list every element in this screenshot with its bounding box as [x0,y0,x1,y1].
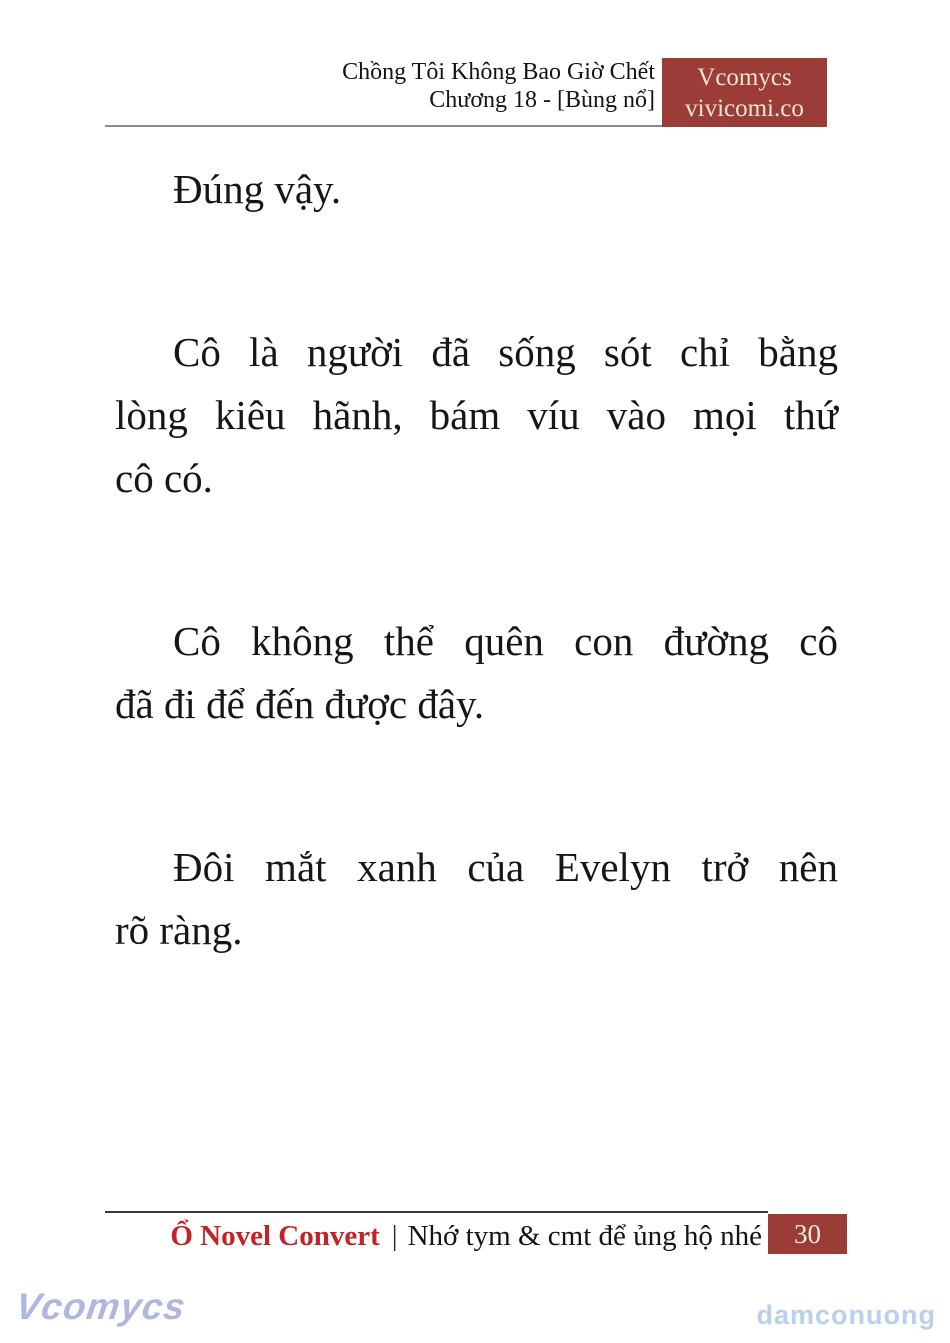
novel-title: Chồng Tôi Không Bao Giờ Chết [342,59,655,85]
paragraph-line: Cô là người đã sống sót chỉ bằng [173,329,838,375]
footer-note: Nhớ tym & cmt để ủng hộ nhé [407,1220,762,1252]
paragraph-3 [115,610,838,736]
paragraph-line: Cô không thể quên con đường cô [173,618,838,664]
footer-credit [170,1218,762,1254]
paragraph-line: cô có. [115,455,213,501]
page-body-text [115,158,838,962]
header-titles [342,58,655,114]
footer-separator: | [391,1220,398,1252]
page-number-badge [768,1214,847,1254]
paragraph-line: Đúng vậy. [173,166,342,212]
paragraph-line: rõ ràng. [115,907,243,953]
damconuong-watermark: damconuong [756,1300,936,1330]
paragraph-line: Đôi mắt xanh của Evelyn trở nên [173,844,838,890]
paragraph-line: lòng kiêu hãnh, bám víu vào mọi thứ [115,392,838,438]
page-number: 30 [794,1218,821,1249]
paragraph-2 [115,321,838,510]
paragraph-1 [115,158,838,221]
brand-name: Vcomycs [697,63,792,91]
paragraph-line: đã đi để đến được đây. [115,681,485,727]
chapter-title: Chương 18 - [Bùng nổ] [429,87,655,113]
footer-group-name: Ổ Novel Convert [170,1220,380,1252]
header-divider [105,125,662,127]
footer-divider [105,1211,768,1213]
paragraph-4 [115,836,838,962]
vcomycs-logo-watermark: Vcomycs [13,1286,189,1327]
header-brand-box [662,58,827,127]
brand-site: vivicomi.co [685,94,804,122]
